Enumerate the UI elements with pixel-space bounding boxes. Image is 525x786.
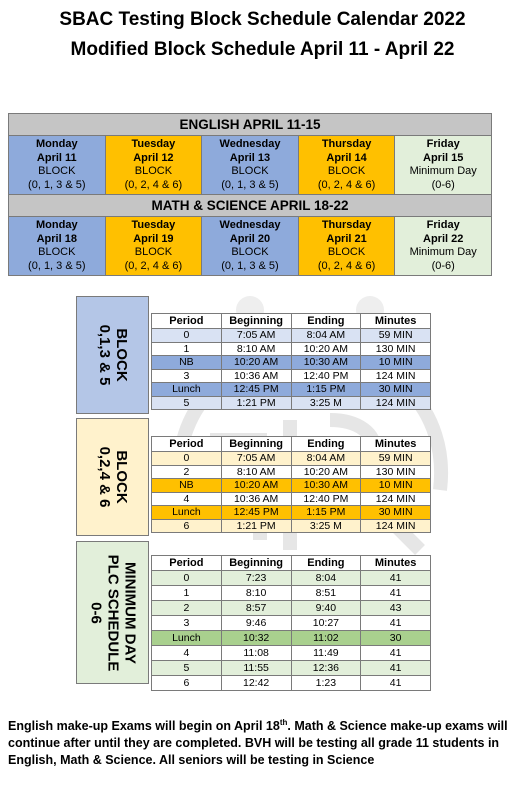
block-0246-schedule-table — [151, 436, 431, 533]
period-cell: 5 — [152, 661, 222, 676]
ending-cell: 12:40 PM — [291, 492, 361, 506]
day-periods: (0, 2, 4 & 6) — [124, 259, 183, 272]
period-cell: 2 — [152, 465, 222, 479]
ending-cell: 3:25 M — [291, 519, 361, 533]
period-cell: Lunch — [152, 506, 222, 520]
day-name: Wednesday — [219, 138, 281, 150]
minutes-cell: 41 — [361, 646, 431, 661]
day-name: Tuesday — [131, 219, 176, 231]
table-header-row — [152, 437, 431, 452]
day-date: April 21 — [326, 232, 367, 245]
column-header: Period — [152, 314, 222, 329]
block-0135-schedule-table — [151, 313, 431, 410]
column-header: Period — [152, 437, 222, 452]
minutes-cell: 124 MIN — [361, 519, 431, 533]
day-date: April 22 — [423, 232, 464, 245]
page-title: SBAC Testing Block Schedule Calendar 2022 — [59, 9, 466, 30]
ending-cell: 10:20 AM — [291, 342, 361, 356]
day-date: April 12 — [133, 151, 174, 164]
calendar-day-cell — [105, 136, 202, 195]
column-header: Beginning — [221, 314, 291, 329]
beginning-cell: 7:05 AM — [221, 329, 291, 343]
minutes-cell: 124 MIN — [361, 396, 431, 410]
day-name: Tuesday — [131, 138, 176, 150]
period-cell: 4 — [152, 492, 222, 506]
block-0246-label-panel — [76, 418, 149, 536]
beginning-cell: 12:45 PM — [221, 383, 291, 397]
day-type: BLOCK — [134, 246, 173, 258]
day-periods: (0-6) — [431, 178, 455, 191]
table-row — [152, 465, 431, 479]
table-row — [152, 519, 431, 533]
table-row — [152, 631, 431, 646]
ending-cell: 12:40 PM — [291, 369, 361, 383]
period-cell: 6 — [152, 519, 222, 533]
ending-cell: 9:40 — [291, 601, 361, 616]
calendar-day-cell — [395, 136, 492, 195]
table-row — [152, 479, 431, 493]
day-periods: (0, 1, 3 & 5) — [221, 178, 279, 191]
beginning-cell: 8:57 — [221, 601, 291, 616]
day-type: BLOCK — [231, 246, 269, 258]
period-cell: 5 — [152, 396, 222, 410]
period-cell: 1 — [152, 586, 222, 601]
day-name: Thursday — [321, 219, 372, 231]
minutes-cell: 59 MIN — [361, 329, 431, 343]
minutes-cell: 10 MIN — [361, 356, 431, 370]
beginning-cell: 11:55 — [221, 661, 291, 676]
ending-cell: 12:36 — [291, 661, 361, 676]
period-cell: Lunch — [152, 383, 222, 397]
beginning-cell: 7:23 — [221, 571, 291, 586]
day-type: BLOCK — [327, 246, 366, 258]
beginning-cell: 10:20 AM — [221, 479, 291, 493]
day-date: April 14 — [326, 151, 367, 164]
column-header: Period — [152, 556, 222, 571]
day-date: April 11 — [36, 151, 77, 164]
table-row — [152, 616, 431, 631]
minutes-cell: 41 — [361, 676, 431, 691]
ending-cell: 3:25 M — [291, 396, 361, 410]
testing-calendar — [8, 113, 492, 276]
minutes-cell: 10 MIN — [361, 479, 431, 493]
day-periods: (0, 1, 3 & 5) — [28, 178, 86, 191]
day-name: Thursday — [321, 138, 372, 150]
calendar-day-cell — [9, 136, 106, 195]
table-row — [152, 601, 431, 616]
day-periods: (0, 2, 4 & 6) — [317, 259, 376, 272]
minutes-cell: 41 — [361, 586, 431, 601]
day-type: Minimum Day — [409, 165, 477, 177]
minutes-cell: 124 MIN — [361, 492, 431, 506]
minutes-cell: 130 MIN — [361, 465, 431, 479]
calendar-day-cell — [202, 136, 299, 195]
calendar-day-cell — [298, 136, 395, 195]
day-date: April 13 — [229, 151, 271, 164]
day-date: April 18 — [36, 232, 77, 245]
ending-cell: 8:04 — [291, 571, 361, 586]
beginning-cell: 1:21 PM — [221, 519, 291, 533]
day-periods: (0, 1, 3 & 5) — [221, 259, 279, 272]
block-label-line2: 0,1,3 & 5 — [95, 324, 113, 386]
column-header: Ending — [291, 437, 361, 452]
minutes-cell: 30 MIN — [361, 383, 431, 397]
calendar-day-cell — [202, 217, 299, 276]
day-type: BLOCK — [38, 246, 76, 258]
day-type: Minimum Day — [409, 246, 477, 258]
minutes-cell: 59 MIN — [361, 452, 431, 466]
day-periods: (0-6) — [431, 259, 455, 272]
ending-cell: 8:51 — [291, 586, 361, 601]
period-cell: 1 — [152, 342, 222, 356]
ending-cell: 10:30 AM — [291, 479, 361, 493]
period-cell: NB — [152, 356, 222, 370]
day-type: BLOCK — [231, 165, 269, 177]
day-type: BLOCK — [327, 165, 366, 177]
table-row — [152, 646, 431, 661]
ending-cell: 1:15 PM — [291, 383, 361, 397]
day-type: BLOCK — [38, 165, 76, 177]
period-cell: 0 — [152, 452, 222, 466]
column-header: Beginning — [221, 556, 291, 571]
table-row — [152, 396, 431, 410]
beginning-cell: 7:05 AM — [221, 452, 291, 466]
ending-cell: 10:27 — [291, 616, 361, 631]
minutes-cell: 124 MIN — [361, 369, 431, 383]
calendar-day-cell — [395, 217, 492, 276]
table-row — [152, 383, 431, 397]
minutes-cell: 30 — [361, 631, 431, 646]
day-name: Friday — [426, 138, 460, 150]
beginning-cell: 1:21 PM — [221, 396, 291, 410]
page-subtitle: Modified Block Schedule April 11 - April 22 — [70, 39, 455, 60]
minutes-cell: 41 — [361, 571, 431, 586]
period-cell: 3 — [152, 616, 222, 631]
day-date: April 15 — [423, 151, 464, 164]
calendar-day-cell — [9, 217, 106, 276]
beginning-cell: 9:46 — [221, 616, 291, 631]
note-text-part2: . Math & Science make-up exams will continue after until they are completed. BVH will be testing all grade 11 students in English, Math & Science. All seniors will be testing in Science — [8, 719, 508, 767]
table-row — [152, 676, 431, 691]
minutes-cell: 41 — [361, 616, 431, 631]
ending-cell: 10:30 AM — [291, 356, 361, 370]
table-row — [152, 342, 431, 356]
period-cell: 6 — [152, 676, 222, 691]
table-row — [152, 356, 431, 370]
column-header: Ending — [291, 556, 361, 571]
ending-cell: 1:15 PM — [291, 506, 361, 520]
day-name: Friday — [426, 219, 460, 231]
table-header-row — [152, 314, 431, 329]
table-row — [152, 329, 431, 343]
period-cell: 0 — [152, 571, 222, 586]
beginning-cell: 12:42 — [221, 676, 291, 691]
make-up-exams-note — [8, 718, 518, 769]
table-row — [152, 506, 431, 520]
calendar-day-cell — [298, 217, 395, 276]
table-header-row — [152, 556, 431, 571]
period-cell: 2 — [152, 601, 222, 616]
block-0135-label-panel — [76, 296, 149, 414]
day-type: BLOCK — [134, 165, 173, 177]
table-row — [152, 369, 431, 383]
beginning-cell: 11:08 — [221, 646, 291, 661]
beginning-cell: 10:32 — [221, 631, 291, 646]
table-row — [152, 492, 431, 506]
day-date: April 19 — [133, 232, 174, 245]
minutes-cell: 41 — [361, 661, 431, 676]
block-label-line2: 0,2,4 & 6 — [95, 446, 113, 508]
period-cell: 0 — [152, 329, 222, 343]
block-label-line1: BLOCK — [112, 450, 130, 504]
minutes-cell: 130 MIN — [361, 342, 431, 356]
day-name: Monday — [36, 219, 78, 231]
beginning-cell: 8:10 AM — [221, 465, 291, 479]
ending-cell: 11:02 — [291, 631, 361, 646]
ending-cell: 1:23 — [291, 676, 361, 691]
day-periods: (0, 1, 3 & 5) — [28, 259, 86, 272]
table-row — [152, 586, 431, 601]
minimum-day-schedule-table — [151, 555, 431, 691]
ending-cell: 8:04 AM — [291, 452, 361, 466]
period-cell: 4 — [152, 646, 222, 661]
note-text-part1: English make-up Exams will begin on April 18 — [8, 719, 280, 733]
day-name: Monday — [36, 138, 78, 150]
column-header: Minutes — [361, 437, 431, 452]
ending-cell: 10:20 AM — [291, 465, 361, 479]
ending-cell: 8:04 AM — [291, 329, 361, 343]
day-date: April 20 — [229, 232, 271, 245]
column-header: Beginning — [221, 437, 291, 452]
beginning-cell: 8:10 AM — [221, 342, 291, 356]
beginning-cell: 10:36 AM — [221, 492, 291, 506]
minutes-cell: 43 — [361, 601, 431, 616]
minimum-day-label-panel — [76, 541, 149, 684]
beginning-cell: 8:10 — [221, 586, 291, 601]
note-ordinal-suffix: th — [279, 717, 288, 727]
minutes-cell: 30 MIN — [361, 506, 431, 520]
day-name: Wednesday — [219, 219, 281, 231]
period-cell: 3 — [152, 369, 222, 383]
block-label-line1: MINIMUM DAY — [121, 561, 138, 664]
table-row — [152, 661, 431, 676]
period-cell: NB — [152, 479, 222, 493]
beginning-cell: 12:45 PM — [221, 506, 291, 520]
period-cell: Lunch — [152, 631, 222, 646]
block-label-line1: BLOCK — [112, 328, 130, 382]
column-header: Minutes — [361, 314, 431, 329]
column-header: Minutes — [361, 556, 431, 571]
ending-cell: 11:49 — [291, 646, 361, 661]
calendar-day-cell — [105, 217, 202, 276]
block-label-line3: 0-6 — [87, 601, 104, 624]
beginning-cell: 10:36 AM — [221, 369, 291, 383]
day-periods: (0, 2, 4 & 6) — [317, 178, 376, 191]
table-row — [152, 452, 431, 466]
block-label-line2: PLC SCHEDULE — [104, 554, 121, 671]
table-row — [152, 571, 431, 586]
column-header: Ending — [291, 314, 361, 329]
beginning-cell: 10:20 AM — [221, 356, 291, 370]
english-week-header: ENGLISH APRIL 11-15 — [9, 114, 492, 136]
math-science-week-header: MATH & SCIENCE APRIL 18-22 — [9, 195, 492, 217]
day-periods: (0, 2, 4 & 6) — [124, 178, 183, 191]
